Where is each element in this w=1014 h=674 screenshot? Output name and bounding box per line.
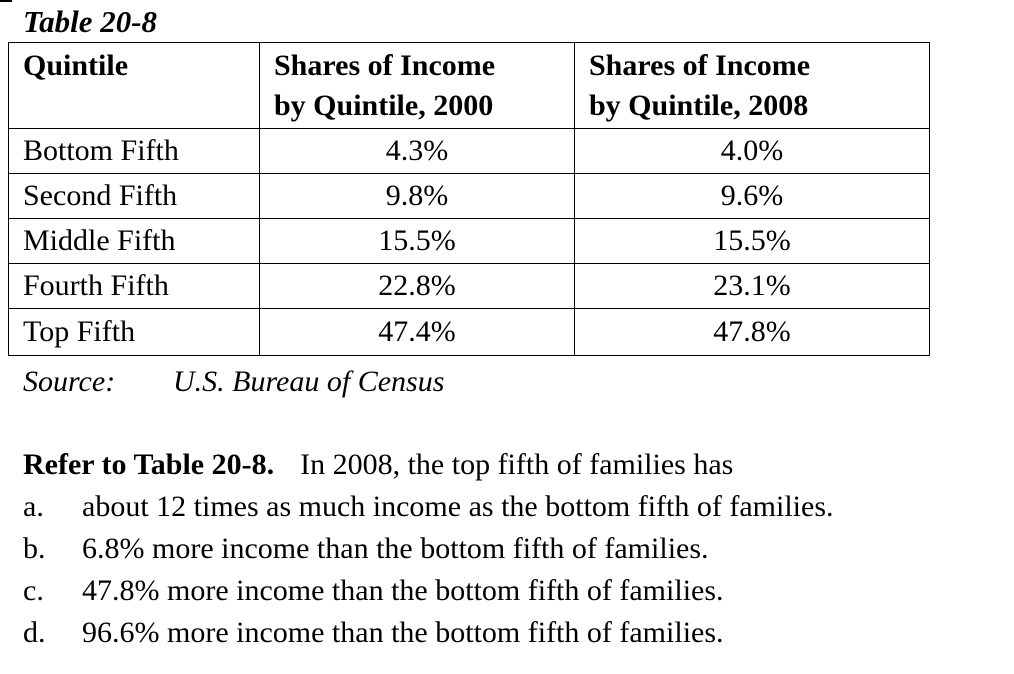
source-value: U.S. Bureau of Census: [173, 365, 445, 398]
table-row: [9, 129, 930, 174]
header-quintile: [9, 43, 260, 129]
source-note: [23, 362, 444, 402]
share-2000-cell: 15.5%: [260, 219, 575, 264]
option-letter: a.: [23, 490, 44, 523]
option-letter: b.: [23, 532, 46, 565]
header-quintile-label: Quintile: [23, 49, 129, 82]
header-2008-line1: Shares of Income: [589, 49, 811, 82]
answer-option-c[interactable]: [23, 570, 834, 612]
option-text: 96.6% more income than the bottom fifth of families.: [82, 616, 724, 649]
share-2000-cell: 9.8%: [260, 174, 575, 219]
question-text: In 2008, the top fifth of families has: [300, 448, 734, 481]
quintile-cell: Fourth Fifth: [9, 264, 260, 309]
question-stem: [23, 444, 733, 486]
quintile-cell: Middle Fifth: [9, 219, 260, 264]
header-2000-line2: by Quintile, 2000: [274, 89, 494, 122]
quintile-cell: Top Fifth: [9, 309, 260, 356]
source-label: Source:: [23, 365, 116, 398]
answer-options: [23, 486, 834, 654]
quintile-cell: Second Fifth: [9, 174, 260, 219]
question-reference: Refer to Table 20-8.: [23, 448, 275, 481]
table-row: [9, 174, 930, 219]
income-share-table: [8, 42, 930, 356]
answer-option-a[interactable]: [23, 486, 834, 528]
share-2008-cell: 9.6%: [575, 174, 930, 219]
table-title: Table 20-8: [23, 4, 158, 39]
share-2000-cell: 47.4%: [260, 309, 575, 356]
table-row: [9, 219, 930, 264]
answer-option-d[interactable]: [23, 612, 834, 654]
option-letter: d.: [23, 616, 46, 649]
share-2000-cell: 22.8%: [260, 264, 575, 309]
header-2000: [260, 43, 575, 129]
option-text: 6.8% more income than the bottom fifth of families.: [82, 532, 709, 565]
header-2000-line1: Shares of Income: [274, 49, 496, 82]
option-text: 47.8% more income than the bottom fifth of families.: [82, 574, 724, 607]
option-text: about 12 times as much income as the bottom fifth of families.: [82, 490, 834, 523]
option-letter: c.: [23, 574, 44, 607]
share-2008-cell: 47.8%: [575, 309, 930, 356]
header-2008: [575, 43, 930, 129]
header-2008-line2: by Quintile, 2008: [589, 89, 809, 122]
quintile-cell: Bottom Fifth: [9, 129, 260, 174]
answer-option-b[interactable]: [23, 528, 834, 570]
corner-rule: [0, 0, 12, 2]
table-row: [9, 264, 930, 309]
share-2008-cell: 15.5%: [575, 219, 930, 264]
table-row: [9, 309, 930, 356]
table-header-row: [9, 43, 930, 129]
share-2000-cell: 4.3%: [260, 129, 575, 174]
share-2008-cell: 23.1%: [575, 264, 930, 309]
share-2008-cell: 4.0%: [575, 129, 930, 174]
